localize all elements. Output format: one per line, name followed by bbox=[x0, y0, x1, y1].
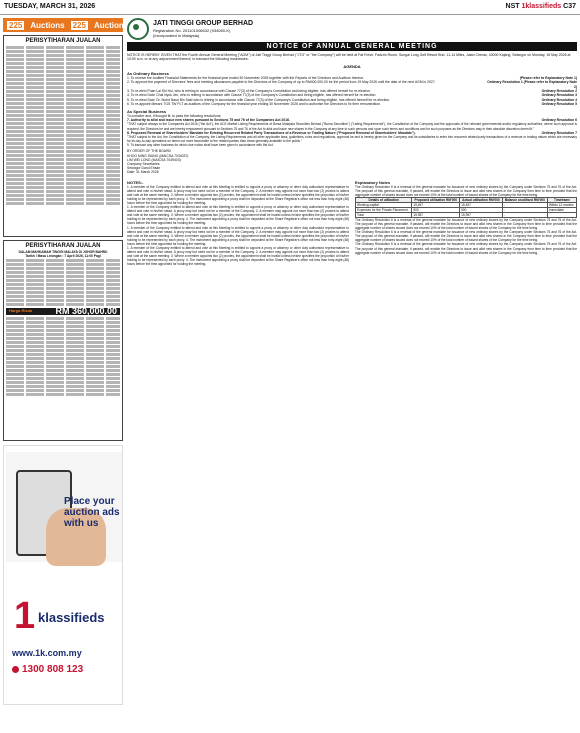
header-section bbox=[506, 3, 576, 10]
resolution-3: 3. To re-elect Puan Lai Shi Hui, who is retiring in accordance with Clause 77(3) of the Company's Constitution and being eligible, has offered herself for re-election. Ordinary Resolution 2 bbox=[127, 89, 577, 94]
sign-place: Selangor Darul Ehsan bbox=[127, 166, 161, 171]
any-other-business: 9. To transact any other business for which due notice shall have been given in accordance with the Act. bbox=[127, 143, 274, 148]
resolution-8: 8. Proposed Renewal of Shareholders' Mandate for Existing Recurrent Related Party Transactions of a Revenue or Trading Nature ("Proposed Renewal of Shareholders' Mandate"). Ordinary Resolution 7 bbox=[127, 130, 577, 135]
notes-text: 1. A member of the Company entitled to attend and vote at this Meeting is entitled to appoint a proxy or attorney or other duly authorised representative to attend and vote in his/her stead. A proxy may but need not be a member of the Company. 2. A member may appoint not more than two (2) proxies to attend and vote at the same meeting. 3. Where a member appoints two (2) proxies, the appointment shall be invalid unless he/she specifies the proportion of his/her holding to be represented by each proxy. 4. The instrument appointing a proxy shall be deposited at the Share Registrar's office not less than forty-eight (48) hours before the time appointed for holding the meeting. bbox=[127, 184, 349, 205]
company-brand bbox=[127, 18, 577, 40]
company-reg: Registration No. 201101006632 (934060-K) bbox=[153, 28, 231, 33]
signature-block bbox=[127, 149, 577, 174]
notice-title: NOTICE OF ANNUAL GENERAL MEETING bbox=[127, 42, 577, 51]
notes-text-repeat-2: 1. A member of the Company entitled to attend and vote at this Meeting is entitled to appoint a proxy or attorney or other duly authorised representative to attend and vote in his/her stead. A proxy may but need not be a member of the Company. 2. A member may appoint not more than two (2) proxies to attend and vote at the same meeting. 3. Where a member appoints two (2) proxies, the appointment shall be invalid unless he/she specifies the proportion of his/her holding to be represented by each proxy. 4. The instrument appointing a proxy shall be deposited at the Share Registrar's office not less than forty-eight (48) hours before the time appointed for holding the meeting. bbox=[127, 225, 349, 246]
sign-date: Date: 31 March 2026 bbox=[127, 170, 159, 175]
auction-ad-2-court: DALAM MAHKAMAH TINGGI MALAYA DI JOHOR BAHRU bbox=[18, 250, 108, 254]
promo-phone-number: 1300 808 123 bbox=[22, 664, 84, 675]
special-intro: To consider and, if thought fit, to pass the following resolutions: bbox=[127, 113, 222, 118]
auction-ad-2 bbox=[3, 240, 123, 441]
promo-phone[interactable] bbox=[12, 664, 83, 675]
header-section-name: 1klassifieds bbox=[521, 3, 562, 10]
notes-column-right bbox=[355, 178, 577, 267]
resolution-4: 4. To re-elect Dato' Chai Nyuk Jen, who is retiring in accordance with Clause 77(3) of the Company's Constitution and being eligible, has offered herself for re-election. Ordinary Resolution 3 bbox=[127, 93, 577, 98]
header-page: C37 bbox=[563, 3, 576, 10]
resolution-2: 2. To approve the payment of Directors' fees and meeting allowances payable to the Directors of the Company of up to RM400,000.00 for the period from 19 May 2026 until the date of the next AGM in 2027. Ordinary Resolution 1 (Please refer to Explanatory Note 2) bbox=[127, 80, 577, 89]
notes-text-repeat-3: 1. A member of the Company entitled to attend and vote at this Meeting is entitled to appoint a proxy or attorney or other duly authorised representative to attend and vote in his/her stead. A proxy may but need not be a member of the Company. 2. A member may appoint not more than two (2) proxies to attend and vote at the same meeting. 3. Where a member appoints two (2) proxies, the appointment shall be invalid unless he/she specifies the proportion of his/her holding to be represented by each proxy. 4. The instrument appointing a proxy shall be deposited at the Share Registrar's office not less than forty-eight (48) hours before the time appointed for holding the meeting. bbox=[127, 245, 349, 267]
table-row: Expenses for the Private Placement 500 500 - Immediate bbox=[356, 207, 577, 212]
company-logo-icon bbox=[127, 18, 149, 40]
page-header bbox=[0, 0, 580, 15]
promo-caption: Place your auction ads with us bbox=[64, 496, 120, 529]
utilisation-table bbox=[355, 197, 577, 218]
explanatory-text-repeat-1: The Ordinary Resolution 6 is a renewal of the general mandate for issuance of new ordinary shares by the Company under Sections 75 and 76 of the Act. The purpose of this general mandate, if passed, will enable the Directors to issue and allot new shares in the Company from time to time provided that the aggregate number of shares issued does not exceed 10% of the total number of issued shares of the Company for the time being. bbox=[355, 217, 577, 231]
auction-ad-2-title: PERISYTIHARAN JUALAN bbox=[25, 243, 101, 249]
reserve-price-value: RM 360,000.00 bbox=[55, 306, 117, 317]
banner-num-1: 225 bbox=[9, 20, 23, 30]
explanatory-text: The Ordinary Resolution 6 is a renewal of the general mandate for issuance of new ordinary shares by the Company under Sections 75 and 76 of the Act. The purpose of this general mandate, if passed, will enable the Directors to issue and allot new shares in the Company from time to time provided that the aggregate number of shares issued does not exceed 10% of the total number of issued shares of the Company for the time being. bbox=[355, 184, 577, 197]
resolution-7: 7. Authority to allot and issue new shares pursuant to Sections 75 and 76 of the Companies Act 2016. Ordinary Resolution 6 bbox=[127, 118, 577, 123]
klassifieds-promo bbox=[3, 445, 123, 705]
secretary-2: LIM WEI LONG (MAICSA 7049403) bbox=[127, 157, 181, 162]
header-date: TUESDAY, MARCH 31, 2026 bbox=[4, 3, 96, 10]
auction-ad-1 bbox=[3, 35, 123, 237]
logo-word: klassifieds bbox=[38, 610, 105, 625]
resolution-8-body: "THAT subject to the Act, the Constitution of the Company, the Listing Requirements and all other applicable laws, guidelines, rules and regulations, approval be and is hereby given for the Company and its subsidiaries to enter into recurrent related party transactions of a revenue or trading nature which are necessary for its day-to-day operations on terms not more favourable to the related parties than those generally available to the public." bbox=[127, 135, 577, 144]
logo-number: 1 bbox=[14, 595, 36, 637]
resolution-1: 1. To receive the Audited Financial Statements for the financial year ended 30 November 2025 together with the Reports of the Directors and Auditors thereon. (Please refer to Explanatory Note 1) bbox=[127, 75, 577, 80]
header-paper: NST bbox=[505, 3, 520, 10]
explanatory-heading: Explanatory Notes bbox=[355, 179, 391, 185]
explanatory-text-repeat-2: The Ordinary Resolution 6 is a renewal of the general mandate for issuance of new ordinary shares by the Company under Sections 75 and 76 of the Act. The purpose of this general mandate, if passed, will enable the Directors to issue and allot new shares in the Company from time to time provided that the aggregate number of shares issued does not exceed 10% of the total number of issued shares of the Company for the time being. bbox=[355, 230, 577, 243]
by-order: BY ORDER OF THE BOARD bbox=[127, 149, 171, 154]
reserve-price bbox=[6, 306, 120, 317]
resolution-5: 5. To re-elect Dato' Dr. Mohd Nasri Bin Said who is retiring in accordance with Clause 77(3) of the Company's Constitution and being eligible, has offered himself for re-election. Ordinary Resolution 4 bbox=[127, 97, 577, 102]
table-row: Total 15,957 15,957 - bbox=[356, 212, 577, 217]
banner-num-2: 225 bbox=[72, 20, 86, 30]
auction-ad-1-title: PERISYTIHARAN JUALAN bbox=[25, 38, 101, 44]
secretaries-title: Company Secretaries bbox=[127, 161, 160, 166]
table-row: Working capital 15,457 15,457 - Within 12 months bbox=[356, 202, 577, 207]
auctions-banner bbox=[3, 18, 129, 32]
secretary-1: KHOO MING SIANG (MAICSA 7034037) bbox=[127, 153, 189, 158]
resolution-6: 6. To re-appoint Messrs TGS TW PLT as auditors of the Company for the financial year ending 30 November 2026 and to authorise the Directors to fix their remuneration. Ordinary Resolution 5 bbox=[127, 102, 577, 107]
company-inc: (Incorporated in Malaysia) bbox=[153, 33, 200, 38]
special-heading: As Special Business bbox=[127, 108, 167, 114]
phone-icon bbox=[12, 666, 19, 673]
ordinary-heading: As Ordinary Business bbox=[127, 70, 169, 76]
banner-label-1: Auctions bbox=[30, 20, 65, 30]
notes-column-left bbox=[127, 178, 349, 267]
auction-ad-2-date: Tarikh / Masa Lelongan : 7 April 2026, 11:00 Pagi bbox=[25, 254, 101, 259]
banner-label-2: Auctions bbox=[93, 20, 129, 30]
left-column bbox=[3, 18, 129, 730]
notes-text-repeat-1: 1. A member of the Company entitled to attend and vote at this Meeting is entitled to appoint a proxy or attorney or other duly authorised representative to attend and vote in his/her stead. A proxy may but need not be a member of the Company. 2. A member may appoint not more than two (2) proxies to attend and vote at the same meeting. 3. Where a member appoints two (2) proxies, the appointment shall be invalid unless he/she specifies the proportion of his/her holding to be represented by each proxy. 4. The instrument appointing a proxy shall be deposited at the Share Registrar's office not less than forty-eight (48) hours before the time appointed for holding the meeting. bbox=[127, 205, 349, 226]
table-header-row: Details of utilisation Proposed utilisation RM'000 Actual utilisation RM'000 Balance unutilised RM'000 Timeframe bbox=[356, 197, 577, 202]
promo-website[interactable]: www.1k.com.my bbox=[12, 648, 82, 658]
reserve-price-label: Harga Rizab bbox=[9, 308, 33, 314]
notes-heading: NOTES:- bbox=[127, 179, 144, 185]
notice-intro: NOTICE IS HEREBY GIVEN THAT the Fourth Annual General Meeting ("AGM") of Jati Tinggi Group Berhad ("JTG" or "the Company") will be held at Fat Fresh, Fadzrin Room, Sungai Long Golf Resort Bhd, 11-14 Miles, Jalan Cheras, 43000 Kajang, Selangor on Monday, 18 May 2026 at 10:00 a.m. or at any adjournment thereof, to transact the following businesses: bbox=[127, 53, 571, 62]
klassifieds-logo bbox=[14, 596, 114, 640]
notes-columns bbox=[127, 178, 577, 267]
agenda-heading: AGENDA bbox=[343, 63, 361, 69]
explanatory-text-repeat-3: The Ordinary Resolution 6 is a renewal of the general mandate for issuance of new ordinary shares by the Company under Sections 75 and 76 of the Act. The purpose of this general mandate, if passed, will enable the Directors to issue and allot new shares in the Company from time to time provided that the aggregate number of shares issued does not exceed 10% of the total number of issued shares of the Company for the time being. bbox=[355, 242, 577, 255]
company-name: JATI TINGGI GROUP BERHAD bbox=[153, 20, 254, 27]
agm-notice bbox=[127, 18, 577, 730]
resolution-7-body: "THAT subject always to the Companies Act 2016 ("the Act"), the ACE Market Listing Requirements of Bursa Malaysia Securities Berhad ("Bursa Securities") ("Listing Requirements"), the Constitution of the Company and the approvals of the relevant governmental and/or regulatory authorities, where such approval is required, the Directors be and are hereby empowered pursuant to Sections 75 and 76 of the Act to allot and issue new shares in the Company at any time to such persons and upon such terms and conditions and for such purposes as the Directors may in their absolute discretion deem fit." bbox=[127, 122, 577, 131]
